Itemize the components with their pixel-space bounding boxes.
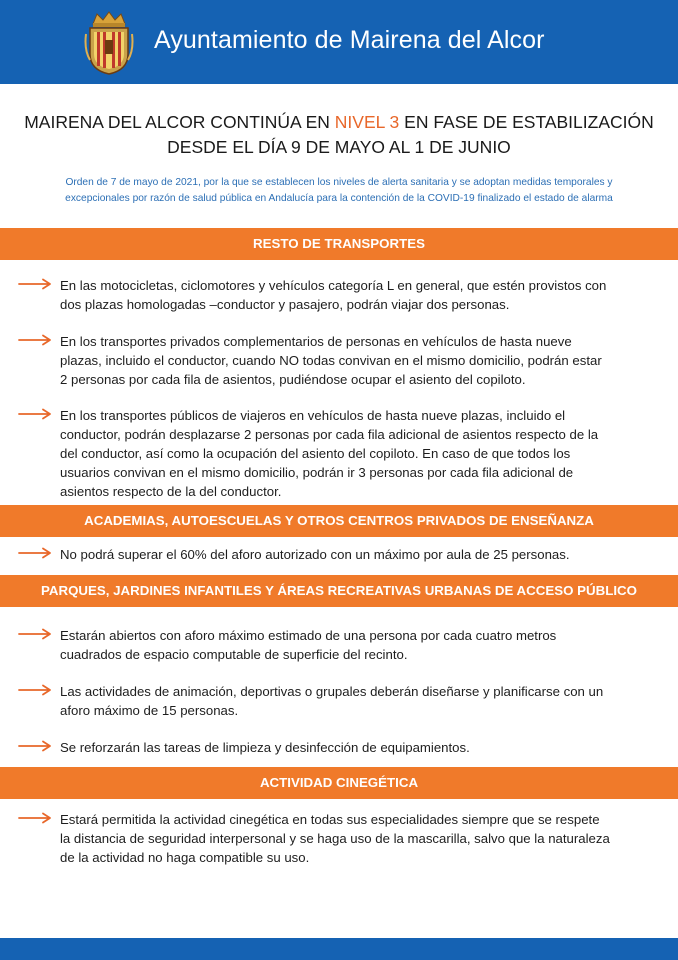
text-line: del conductor, así como la ocupación del asiento del copiloto. En caso de que todos los xyxy=(60,446,571,461)
arrow-right-icon xyxy=(18,812,52,824)
text-line: usuarios convivan en el mismo domicilio, podrán ir 3 personas por cada fila adicional de xyxy=(60,465,574,480)
list-item-text xyxy=(60,406,663,501)
arrow-right-icon xyxy=(18,278,52,290)
page-title xyxy=(0,110,678,160)
text-line: Estarán abiertos con aforo máximo estimado de una persona por cada cuatro metros xyxy=(60,628,557,643)
title-line-1-start: MAIRENA DEL ALCOR CONTINÚA EN xyxy=(24,112,335,132)
text-line: la distancia de seguridad interpersonal y se haga uso de la mascarilla, salvo que la naturaleza xyxy=(60,831,610,846)
list-item-text xyxy=(60,332,663,389)
title-line-2: DESDE EL DÍA 9 DE MAYO AL 1 DE JUNIO xyxy=(167,137,511,157)
section-heading-parques: PARQUES, JARDINES INFANTILES Y ÁREAS RECREATIVAS URBANAS DE ACCESO PÚBLICO xyxy=(0,575,678,607)
section-heading-transportes: RESTO DE TRANSPORTES xyxy=(0,228,678,260)
coat-of-arms-icon xyxy=(84,10,134,76)
text-line: En los transportes privados complementarios de personas en vehículos de hasta nueve xyxy=(60,334,572,349)
text-line: conductor, podrán desplazarse 2 personas por cada fila adicional de asientos respecto de la xyxy=(60,427,599,442)
list-item-text xyxy=(60,545,663,564)
arrow-right-icon xyxy=(18,547,52,559)
text-line: aforo máximo de 15 personas. xyxy=(60,703,239,718)
arrow-right-icon xyxy=(18,628,52,640)
arrow-right-icon xyxy=(18,684,52,696)
alert-level-highlight: NIVEL 3 xyxy=(334,112,400,132)
text-line: En los transportes públicos de viajeros en vehículos de hasta nueve plazas, incluido el xyxy=(60,408,566,423)
title-line-1 xyxy=(0,110,678,135)
arrow-right-icon xyxy=(18,740,52,752)
list-item-text xyxy=(60,626,663,664)
legal-reference-line-1: Orden de 7 de mayo de 2021, por la que se establecen los niveles de alerta sanitaria y se adoptan medidas temporales y xyxy=(65,177,613,188)
text-line: 2 personas por cada fila de asientos, pudiéndose ocupar el asiento del copiloto. xyxy=(60,372,526,387)
arrow-right-icon xyxy=(18,334,52,346)
text-line: En las motocicletas, ciclomotores y vehículos categoría L en general, que estén provistos con xyxy=(60,278,607,293)
text-line: de la actividad no haga compatible su uso. xyxy=(60,850,310,865)
list-item-text xyxy=(60,810,663,867)
list-item-text xyxy=(60,276,663,314)
text-line: dos plazas homologadas –conductor y pasajero, podrán viajar dos personas. xyxy=(60,297,510,312)
text-line: No podrá superar el 60% del aforo autorizado con un máximo por aula de 25 personas. xyxy=(60,547,570,562)
section-heading-cinegetica: ACTIVIDAD CINEGÉTICA xyxy=(0,767,678,799)
text-line: plazas, incluido el conductor, cuando NO todas convivan en el mismo domicilio, podrán estar xyxy=(60,353,602,368)
text-line: cuadrados de espacio computable de superficie del recinto. xyxy=(60,647,408,662)
section-heading-academias: ACADEMIAS, AUTOESCUELAS Y OTROS CENTROS PRIVADOS DE ENSEÑANZA xyxy=(0,505,678,537)
list-item-text xyxy=(60,738,663,757)
list-item-text xyxy=(60,682,663,720)
footer-bar xyxy=(0,938,678,960)
title-line-1-end: EN FASE DE ESTABILIZACIÓN xyxy=(399,112,654,132)
council-name: Ayuntamiento de Mairena del Alcor xyxy=(154,26,545,54)
text-line: Las actividades de animación, deportivas o grupales deberán diseñarse y planificarse con un xyxy=(60,684,604,699)
text-line: Estará permitida la actividad cinegética en todas sus especialidades siempre que se respete xyxy=(60,812,600,827)
arrow-right-icon xyxy=(18,408,52,420)
header-bar xyxy=(0,0,678,84)
legal-reference-line-2: excepcionales por razón de salud pública en Andalucía para la contención de la COVID-19 finalizado el estado de alarma xyxy=(65,193,613,204)
text-line: asientos respecto de la del conductor. xyxy=(60,484,282,499)
text-line: Se reforzarán las tareas de limpieza y desinfección de equipamientos. xyxy=(60,740,470,755)
legal-reference xyxy=(18,175,660,207)
